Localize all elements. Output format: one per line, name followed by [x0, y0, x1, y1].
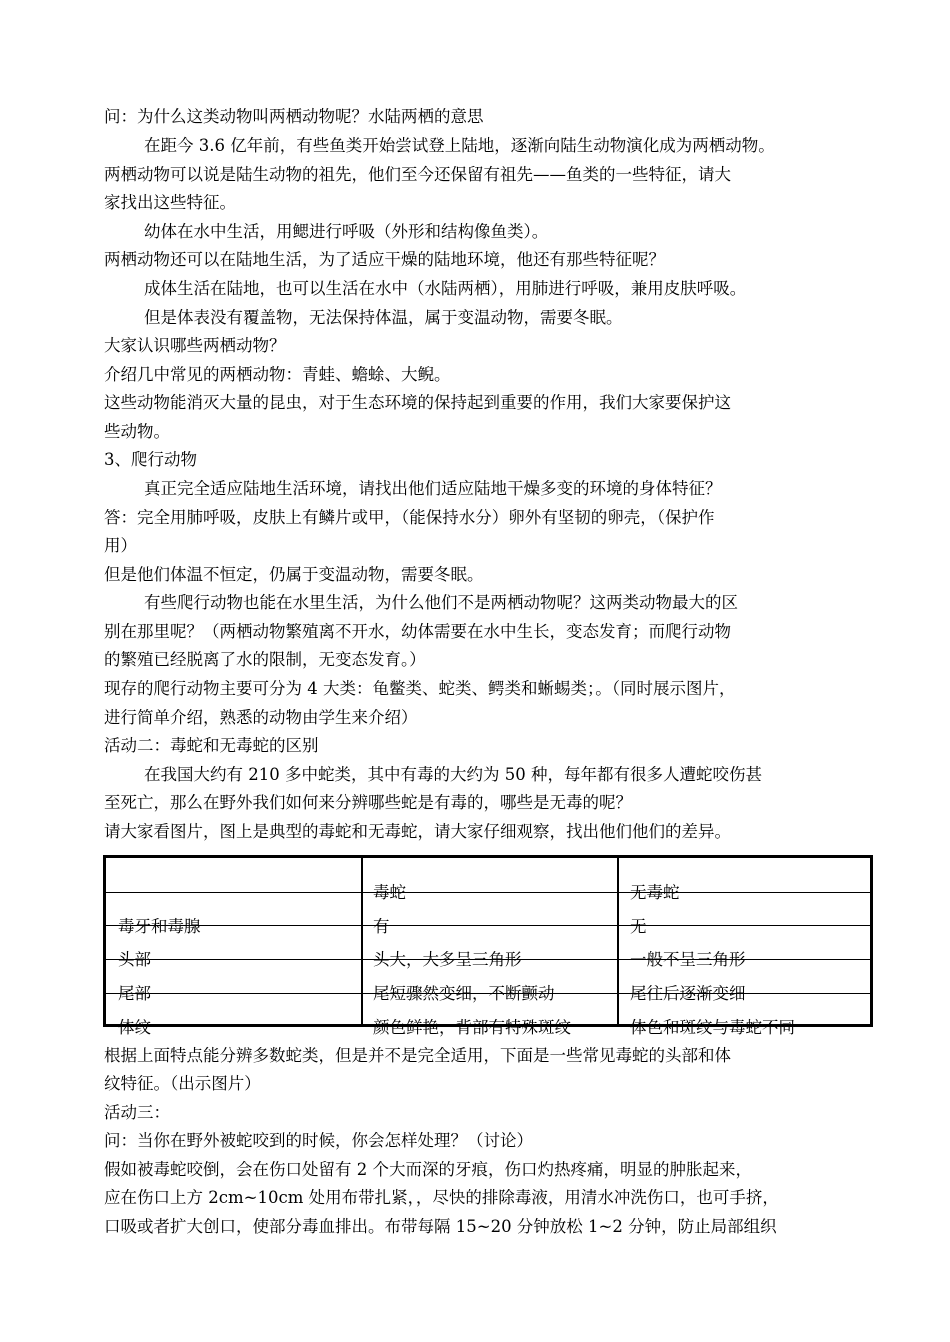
table-cell: 体色和斑纹与毒蛇不同 [630, 1018, 795, 1037]
table-header-nonvenomous: 无毒蛇 [630, 883, 680, 902]
table-cell: 尾部 [118, 984, 151, 1003]
paragraph-line: 应在伤口上方 2cm~10cm 处用布带扎紧，，尽快的排除毒液，用清水冲洗伤口，也可手挤， [104, 1188, 779, 1207]
table-cell: 尾短骤然变细，不断颤动 [373, 984, 555, 1003]
table-cell: 头大，大多呈三角形 [373, 950, 522, 969]
paragraph-line: 但是他们体温不恒定，仍属于变温动物，需要冬眠。 [104, 565, 484, 584]
paragraph-line: 家找出这些特征。 [104, 193, 236, 212]
table-divider [106, 925, 870, 926]
table-cell: 头部 [118, 950, 151, 969]
paragraph-line: 在我国大约有 210 多中蛇类，其中有毒的大约为 50 种，每年都有很多人遭蛇咬伤甚 [144, 765, 762, 784]
paragraph-line: 答：完全用肺呼吸，皮肤上有鳞片或甲，（能保持水分）卵外有坚韧的卵壳，（保护作 [104, 508, 715, 527]
paragraph-line: 这些动物能消灭大量的昆虫，对于生态环境的保持起到重要的作用，我们大家要保护这 [104, 393, 731, 412]
paragraph-line: 大家认识哪些两栖动物？ [104, 336, 286, 355]
section-heading-reptiles: 3、爬行动物 [104, 450, 197, 469]
paragraph-line: 但是体表没有覆盖物，无法保持体温，属于变温动物，需要冬眠。 [144, 308, 623, 327]
table-cell: 一般不呈三角形 [630, 950, 746, 969]
question-amphibian-name: 问：为什么这类动物叫两栖动物呢？水陆两栖的意思 [104, 107, 484, 126]
table-cell: 体纹 [118, 1018, 151, 1037]
paragraph-line: 幼体在水中生活，用鳃进行呼吸（外形和结构像鱼类）。 [144, 222, 549, 241]
table-divider [617, 858, 619, 1024]
paragraph-line: 有些爬行动物也能在水里生活，为什么他们不是两栖动物呢？这两类动物最大的区 [144, 593, 738, 612]
paragraph-line: 别在那里呢？（两栖动物繁殖离不开水，幼体需要在水中生长，变态发育；而爬行动物 [104, 622, 731, 641]
paragraph-line: 成体生活在陆地，也可以生活在水中（水陆两栖），用肺进行呼吸，兼用皮肤呼吸。 [144, 279, 747, 298]
paragraph-line: 的繁殖已经脱离了水的限制，无变态发育。） [104, 650, 426, 669]
table-divider [361, 858, 363, 1024]
paragraph-line: 在距今 3.6 亿年前，有些鱼类开始尝试登上陆地，逐渐向陆生动物演化成为两栖动物。 [144, 136, 775, 155]
table-header-venomous: 毒蛇 [373, 883, 406, 902]
activity-two-heading: 活动二：毒蛇和无毒蛇的区别 [104, 736, 319, 755]
table-cell: 无 [630, 917, 647, 936]
paragraph-line: 两栖动物还可以在陆地生活，为了适应干燥的陆地环境，他还有那些特征呢？ [104, 250, 665, 269]
snake-comparison-table [103, 855, 873, 1037]
paragraph-line: 问：当你在野外被蛇咬到的时候，你会怎样处理？（讨论） [104, 1131, 533, 1150]
table-cell: 尾往后逐渐变细 [630, 984, 746, 1003]
paragraph-line: 真正完全适应陆地生活环境，请找出他们适应陆地干燥多变的环境的身体特征？ [144, 479, 722, 498]
paragraph-line: 假如被毒蛇咬倒，会在伤口处留有 2 个大而深的牙痕，伤口灼热疼痛，明显的肿胀起来， [104, 1160, 752, 1179]
paragraph-line: 口吸或者扩大创口，使部分毒血排出。布带每隔 15~20 分钟放松 1~2 分钟，防止局部组织 [104, 1217, 777, 1236]
paragraph-line: 进行简单介绍，熟悉的动物由学生来介绍） [104, 708, 418, 727]
paragraph-line: 根据上面特点能分辨多数蛇类，但是并不是完全适用，下面是一些常见毒蛇的头部和体 [104, 1046, 731, 1065]
table-cell: 毒牙和毒腺 [118, 917, 201, 936]
paragraph-line: 现存的爬行动物主要可分为 4 大类：龟鳖类、蛇类、鳄类和蜥蜴类；。（同时展示图片， [104, 679, 736, 698]
paragraph-line: 至死亡，那么在野外我们如何来分辨哪些蛇是有毒的，哪些是无毒的呢？ [104, 793, 632, 812]
table-cell: 有 [373, 917, 390, 936]
paragraph-line: 些动物。 [104, 422, 170, 441]
paragraph-line: 介绍几中常见的两栖动物：青蛙、蟾蜍、大鲵。 [104, 365, 451, 384]
table-cell: 颜色鲜艳，背部有特殊斑纹 [373, 1018, 571, 1037]
paragraph-line: 用） [104, 536, 137, 555]
table-divider [106, 892, 870, 893]
paragraph-line: 请大家看图片，图上是典型的毒蛇和无毒蛇，请大家仔细观察，找出他们他们的差异。 [104, 822, 731, 841]
paragraph-line: 纹特征。（出示图片） [104, 1074, 261, 1093]
activity-three-heading: 活动三： [104, 1103, 170, 1122]
paragraph-line: 两栖动物可以说是陆生动物的祖先，他们至今还保留有祖先——鱼类的一些特征，请大 [104, 165, 731, 184]
